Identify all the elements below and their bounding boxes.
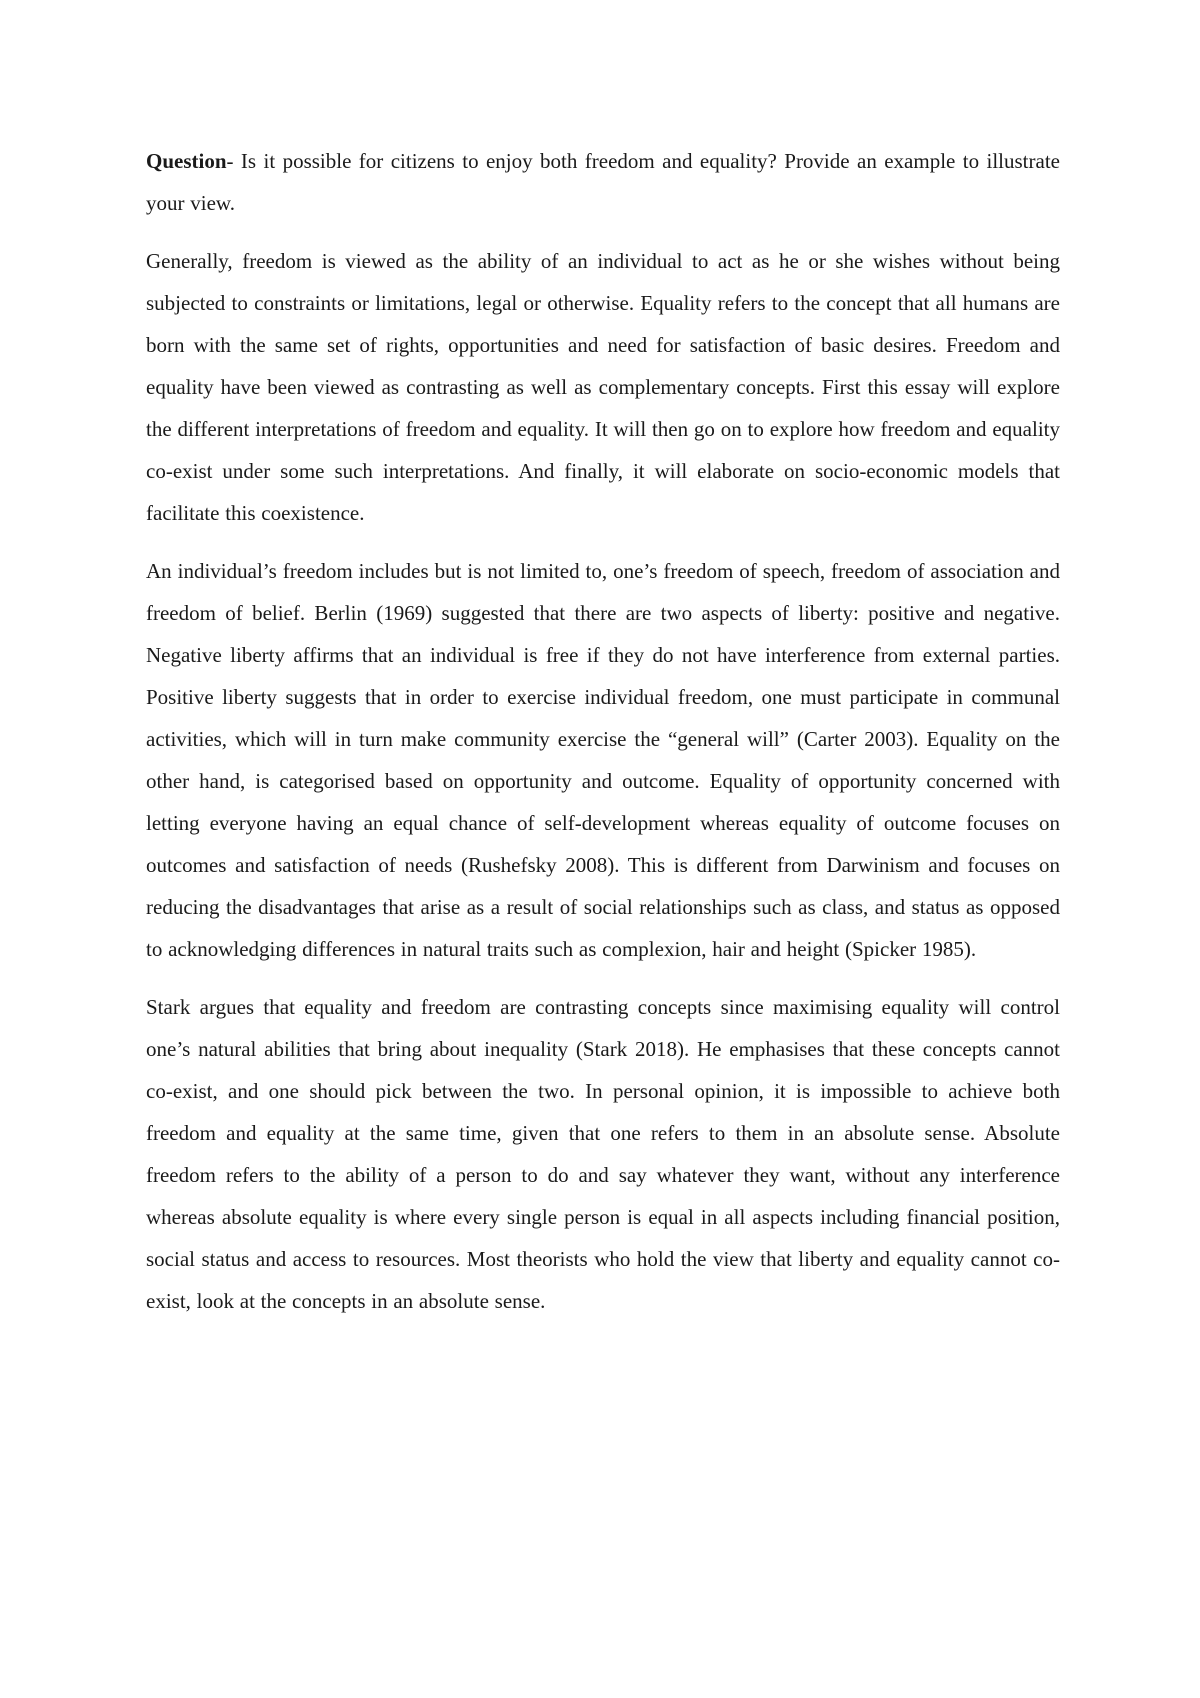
question-paragraph (146, 140, 1060, 224)
body-paragraph-argument: Stark argues that equality and freedom are contrasting concepts since maximising equality will control one’s natural abilities that bring about inequality (Stark 2018). He emphasises that these concepts cannot co-exist, and one should pick between the two. In personal opinion, it is impossible to achieve both freedom and equality at the same time, given that one refers to them in an absolute sense. Absolute freedom refers to the ability of a person to do and say whatever they want, without any interference whereas absolute equality is where every single person is equal in all aspects including financial position, social status and access to resources. Most theorists who hold the view that liberty and equality cannot co-exist, look at the concepts in an absolute sense. (146, 995, 1060, 1313)
question-label: Question (146, 149, 227, 173)
document-body (146, 140, 1060, 1338)
question-text: - Is it possible for citizens to enjoy both freedom and equality? Provide an example to illustrate your view. (146, 149, 1060, 215)
body-paragraph-definitions: An individual’s freedom includes but is not limited to, one’s freedom of speech, freedom of association and freedom of belief. Berlin (1969) suggested that there are two aspects of liberty: positive and negative. Negative liberty affirms that an individual is free if they do not have interference from external parties. Positive liberty suggests that in order to exercise individual freedom, one must participate in communal activities, which will in turn make community exercise the “general will” (Carter 2003). Equality on the other hand, is categorised based on opportunity and outcome. Equality of opportunity concerned with letting everyone having an equal chance of self-development whereas equality of outcome focuses on outcomes and satisfaction of needs (Rushefsky 2008). This is different from Darwinism and focuses on reducing the disadvantages that arise as a result of social relationships such as class, and status as opposed to acknowledging differences in natural traits such as complexion, hair and height (Spicker 1985). (146, 559, 1060, 961)
body-paragraph-introduction: Generally, freedom is viewed as the ability of an individual to act as he or she wishes without being subjected to constraints or limitations, legal or otherwise. Equality refers to the concept that all humans are born with the same set of rights, opportunities and need for satisfaction of basic desires. Freedom and equality have been viewed as contrasting as well as complementary concepts. First this essay will explore the different interpretations of freedom and equality. It will then go on to explore how freedom and equality co-exist under some such interpretations. And finally, it will elaborate on socio-economic models that facilitate this coexistence. (146, 249, 1060, 525)
